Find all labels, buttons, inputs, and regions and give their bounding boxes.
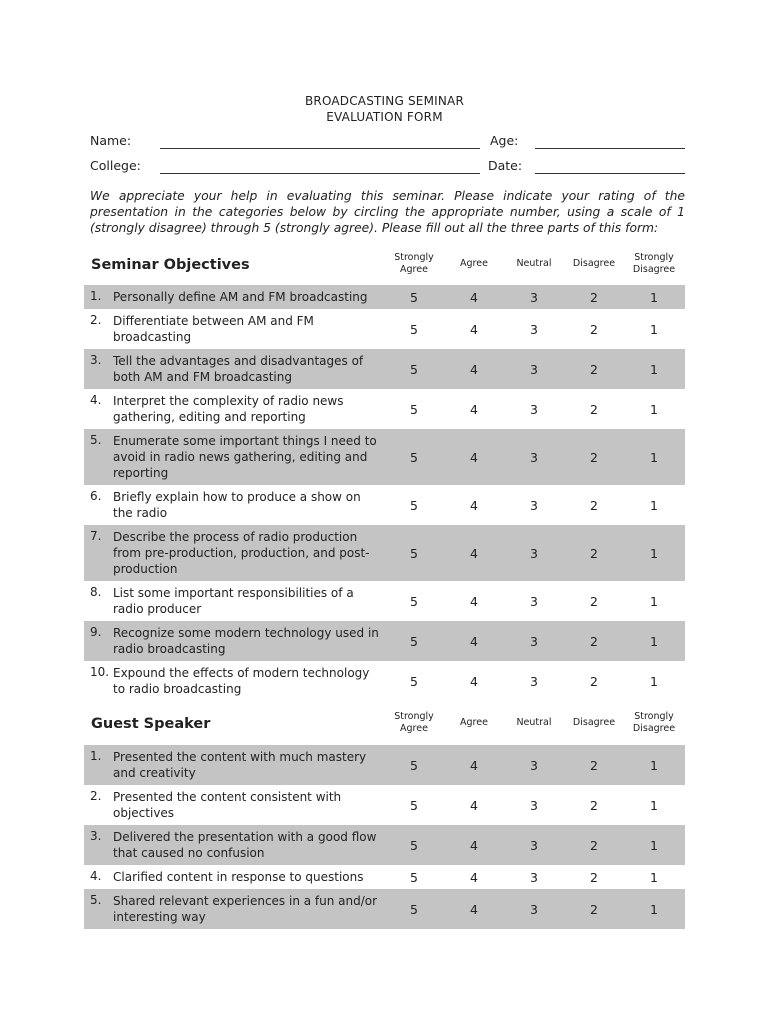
rating-option[interactable]: 3 — [530, 289, 538, 305]
rating-option[interactable]: 5 — [410, 593, 418, 609]
rating-option[interactable]: 2 — [590, 673, 598, 689]
rating-option[interactable]: 3 — [530, 401, 538, 417]
table-row — [84, 389, 685, 429]
rating-option[interactable]: 3 — [530, 449, 538, 465]
rating-option[interactable]: 5 — [410, 545, 418, 561]
rating-option[interactable]: 4 — [470, 593, 478, 609]
rating-option[interactable]: 3 — [530, 869, 538, 885]
rating-option[interactable]: 3 — [530, 633, 538, 649]
rating-option[interactable]: 2 — [590, 593, 598, 609]
rating-option[interactable]: 5 — [410, 869, 418, 885]
rating-option[interactable]: 4 — [470, 545, 478, 561]
table-row — [84, 525, 685, 581]
scale-column-header: Strongly Agree — [394, 252, 434, 275]
table-row — [84, 485, 685, 525]
rating-option[interactable]: 3 — [530, 545, 538, 561]
item-statement: Recognize some modern technology used in radio broadcasting — [113, 626, 379, 656]
item-statement: Tell the advantages and disadvantages of both AM and FM broadcasting — [113, 354, 364, 384]
item-statement: Interpret the complexity of radio news gathering, editing and reporting — [113, 394, 344, 424]
rating-option[interactable]: 2 — [590, 289, 598, 305]
scale-column-header: Strongly Disagree — [632, 252, 676, 275]
rating-option[interactable]: 1 — [650, 593, 658, 609]
table-row — [84, 889, 685, 929]
table-row — [84, 785, 685, 825]
rating-option[interactable]: 4 — [470, 837, 478, 853]
form-title: BROADCASTING SEMINAR — [304, 94, 465, 108]
item-number: 2. — [90, 313, 102, 327]
rating-option[interactable]: 5 — [410, 321, 418, 337]
age-label: Age: — [490, 133, 519, 148]
table-row — [84, 745, 685, 785]
rating-option[interactable]: 4 — [470, 757, 478, 773]
college-field[interactable] — [160, 173, 480, 174]
scale-column-header: Agree — [460, 258, 488, 269]
item-statement: Describe the process of radio production from pre-production, production, and post-production — [113, 530, 370, 576]
item-statement: Clarified content in response to questions — [113, 870, 364, 884]
rating-option[interactable]: 3 — [530, 673, 538, 689]
rating-option[interactable]: 1 — [650, 757, 658, 773]
item-number: 5. — [90, 433, 102, 447]
section-header — [84, 709, 685, 739]
rating-option[interactable]: 5 — [410, 449, 418, 465]
scale-column-header: Neutral — [516, 717, 552, 728]
item-number: 9. — [90, 625, 102, 639]
rating-option[interactable]: 2 — [590, 401, 598, 417]
rating-option[interactable]: 2 — [590, 497, 598, 513]
rating-option[interactable]: 1 — [650, 673, 658, 689]
college-date-row — [90, 158, 685, 176]
item-number: 1. — [90, 289, 102, 303]
rating-option[interactable]: 4 — [470, 673, 478, 689]
table-row — [84, 621, 685, 661]
rating-option[interactable]: 4 — [470, 497, 478, 513]
rating-option[interactable]: 4 — [470, 321, 478, 337]
rating-option[interactable]: 4 — [470, 361, 478, 377]
scale-column-header: Strongly Disagree — [632, 711, 676, 734]
rating-option[interactable]: 5 — [410, 797, 418, 813]
table-row — [84, 661, 685, 701]
rating-option[interactable]: 1 — [650, 289, 658, 305]
rating-option[interactable]: 5 — [410, 673, 418, 689]
rating-option[interactable]: 4 — [470, 797, 478, 813]
rating-option[interactable]: 4 — [470, 401, 478, 417]
rating-option[interactable]: 2 — [590, 361, 598, 377]
item-statement: Enumerate some important things I need to avoid in radio news gathering, editing and reporting — [113, 434, 377, 480]
rating-option[interactable]: 2 — [590, 321, 598, 337]
scale-column-header: Agree — [460, 717, 488, 728]
item-number: 6. — [90, 489, 102, 503]
form-subtitle: EVALUATION FORM — [326, 110, 443, 124]
rating-option[interactable]: 3 — [530, 901, 538, 917]
section-header — [84, 250, 685, 280]
item-statement: Differentiate between AM and FM broadcasting — [113, 314, 314, 344]
rating-option[interactable]: 2 — [590, 837, 598, 853]
item-statement: Briefly explain how to produce a show on the radio — [113, 490, 361, 520]
rating-option[interactable]: 1 — [650, 321, 658, 337]
rating-option[interactable]: 3 — [530, 593, 538, 609]
date-label: Date: — [488, 158, 523, 173]
rating-option[interactable]: 2 — [590, 545, 598, 561]
item-statement: Presented the content with much mastery and creativity — [113, 750, 367, 780]
age-field[interactable] — [535, 148, 685, 149]
rating-option[interactable]: 4 — [470, 449, 478, 465]
item-number: 3. — [90, 353, 102, 367]
name-label: Name: — [90, 133, 132, 148]
item-number: 5. — [90, 893, 102, 907]
instructions-text: We appreciate your help in evaluating this seminar. Please indicate your rating of the presentation in the categories below by circling the appropriate number, using a scale of 1 (strongly disagree) through 5 (strongly agree). Please fill out all the three parts of this form: — [90, 189, 685, 235]
item-statement: List some important responsibilities of a radio producer — [113, 586, 354, 616]
college-label: College: — [90, 158, 141, 173]
rating-option[interactable]: 1 — [650, 401, 658, 417]
item-statement: Delivered the presentation with a good flow that caused no confusion — [113, 830, 377, 860]
name-field[interactable] — [160, 148, 480, 149]
item-number: 4. — [90, 393, 102, 407]
section-title: Guest Speaker — [91, 716, 211, 732]
item-statement: Personally define AM and FM broadcasting — [113, 290, 368, 304]
rating-option[interactable]: 3 — [530, 321, 538, 337]
rating-option[interactable]: 1 — [650, 633, 658, 649]
item-statement: Presented the content consistent with objectives — [113, 790, 342, 820]
section-title: Seminar Objectives — [91, 257, 250, 273]
rating-table — [84, 285, 685, 701]
item-number: 7. — [90, 529, 102, 543]
item-number: 1. — [90, 749, 102, 763]
rating-option[interactable]: 3 — [530, 497, 538, 513]
rating-option[interactable]: 1 — [650, 449, 658, 465]
rating-table — [84, 745, 685, 929]
rating-option[interactable]: 5 — [410, 289, 418, 305]
rating-option[interactable]: 4 — [470, 633, 478, 649]
rating-option[interactable]: 3 — [530, 837, 538, 853]
rating-option[interactable]: 3 — [530, 797, 538, 813]
scale-column-header: Disagree — [572, 717, 616, 728]
rating-option[interactable]: 4 — [470, 869, 478, 885]
rating-option[interactable]: 5 — [410, 633, 418, 649]
rating-option[interactable]: 5 — [410, 901, 418, 917]
rating-option[interactable]: 1 — [650, 797, 658, 813]
scale-column-header: Disagree — [572, 258, 616, 269]
rating-option[interactable]: 3 — [530, 757, 538, 773]
rating-option[interactable]: 5 — [410, 757, 418, 773]
item-number: 3. — [90, 829, 102, 843]
rating-option[interactable]: 1 — [650, 837, 658, 853]
item-statement: Expound the effects of modern technology to radio broadcasting — [113, 666, 370, 696]
rating-option[interactable]: 4 — [470, 289, 478, 305]
item-statement: Shared relevant experiences in a fun and/or interesting way — [113, 894, 378, 924]
rating-option[interactable]: 1 — [650, 361, 658, 377]
rating-option[interactable]: 2 — [590, 449, 598, 465]
rating-option[interactable]: 5 — [410, 361, 418, 377]
item-number: 8. — [90, 585, 102, 599]
rating-option[interactable]: 4 — [470, 901, 478, 917]
rating-option[interactable]: 5 — [410, 401, 418, 417]
item-number: 2. — [90, 789, 102, 803]
table-row — [84, 581, 685, 621]
rating-option[interactable]: 2 — [590, 901, 598, 917]
rating-option[interactable]: 2 — [590, 633, 598, 649]
rating-option[interactable]: 5 — [410, 837, 418, 853]
table-row — [84, 285, 685, 309]
rating-option[interactable]: 2 — [590, 869, 598, 885]
rating-option[interactable]: 3 — [530, 361, 538, 377]
rating-option[interactable]: 1 — [650, 545, 658, 561]
item-number: 4. — [90, 869, 102, 883]
item-number: 10. — [90, 665, 110, 679]
rating-option[interactable]: 1 — [650, 497, 658, 513]
scale-column-header: Strongly Agree — [394, 711, 434, 734]
name-age-row — [90, 133, 685, 151]
table-row — [84, 349, 685, 389]
table-row — [84, 865, 685, 889]
rating-option[interactable]: 1 — [650, 869, 658, 885]
scale-column-header: Neutral — [516, 258, 552, 269]
rating-option[interactable]: 1 — [650, 901, 658, 917]
table-row — [84, 309, 685, 349]
table-row — [84, 825, 685, 865]
rating-option[interactable]: 5 — [410, 497, 418, 513]
date-field[interactable] — [535, 173, 685, 174]
table-row — [84, 429, 685, 485]
rating-option[interactable]: 2 — [590, 757, 598, 773]
rating-option[interactable]: 2 — [590, 797, 598, 813]
